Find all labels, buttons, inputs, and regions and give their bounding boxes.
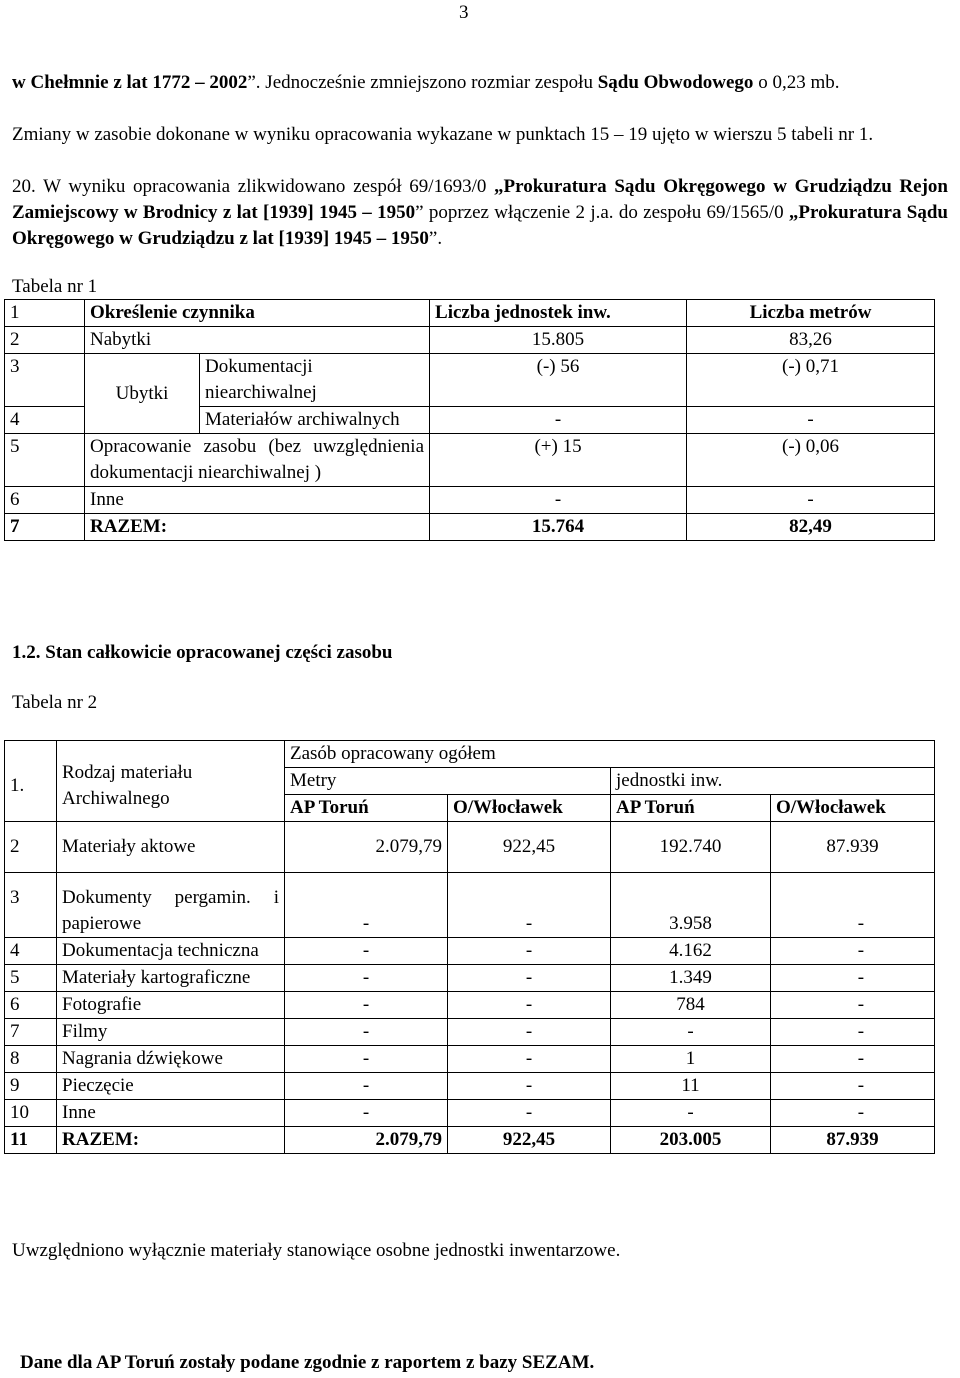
table2-cell-v3: 203.005 bbox=[611, 1127, 771, 1154]
table-row bbox=[5, 434, 935, 487]
table2-cell-v2: - bbox=[448, 1019, 611, 1046]
table2-cell-v2: 922,45 bbox=[448, 822, 611, 873]
table2-cell-no: 4 bbox=[5, 938, 57, 965]
table1-cell-label: Nabytki bbox=[85, 327, 430, 354]
table1-cell-meters: 83,26 bbox=[687, 327, 935, 354]
table2-cell-label: Dokumentacja techniczna bbox=[57, 938, 285, 965]
table1-caption: Tabela nr 1 bbox=[12, 276, 98, 297]
intro-bold-1: w Chełmnie z lat 1772 – 2002 bbox=[12, 72, 248, 93]
table1-cell-units: (-) 56 bbox=[430, 354, 687, 407]
table1-cell-units: 15.805 bbox=[430, 327, 687, 354]
table-row bbox=[5, 938, 935, 965]
table1-cell-group: Ubytki bbox=[85, 354, 200, 434]
table1-cell-units: (+) 15 bbox=[430, 434, 687, 487]
table2-header-c3: AP Toruń bbox=[611, 795, 771, 822]
intro-text-2: o 0,23 mb. bbox=[753, 72, 840, 93]
footnote: Uwzględniono wyłącznie materiały stanowiące osobne jednostki inwentarzowe. bbox=[12, 1240, 621, 1261]
table-1 bbox=[4, 299, 935, 541]
table2-cell-v2: - bbox=[448, 1100, 611, 1127]
table2-cell-label: Dokumenty pergamin. i papierowe bbox=[57, 873, 285, 938]
table2-header-c1: AP Toruń bbox=[285, 795, 448, 822]
table2-cell-v4: 87.939 bbox=[771, 1127, 935, 1154]
table-row bbox=[5, 822, 935, 873]
table2-cell-label: Inne bbox=[57, 1100, 285, 1127]
table2-cell-no: 2 bbox=[5, 822, 57, 873]
table-row bbox=[5, 1100, 935, 1127]
table2-cell-no: 5 bbox=[5, 965, 57, 992]
table2-cell-v3: 3.958 bbox=[611, 873, 771, 938]
table-row bbox=[5, 1073, 935, 1100]
table-row bbox=[5, 1046, 935, 1073]
table2-cell-v3: 11 bbox=[611, 1073, 771, 1100]
table2-cell-v2: - bbox=[448, 965, 611, 992]
intro-bold-4: „Prokuratura Sądu Okręgowego w Grudziądzu z lat [1939] 1945 – 1950 bbox=[12, 202, 948, 249]
intro-paragraph-2 bbox=[12, 122, 948, 148]
table2-header-jednostki: jednostki inw. bbox=[611, 768, 935, 795]
intro-paragraph-3 bbox=[12, 174, 948, 252]
table2-cell-label: Fotografie bbox=[57, 992, 285, 1019]
table2-cell-v4: - bbox=[771, 992, 935, 1019]
table-row bbox=[5, 354, 935, 407]
table1-cell-units: 15.764 bbox=[430, 514, 687, 541]
table1-cell-no: 3 bbox=[5, 354, 85, 407]
table2-cell-v1: 2.079,79 bbox=[285, 822, 448, 873]
table1-cell-no: 4 bbox=[5, 407, 85, 434]
table2-cell-v4: - bbox=[771, 1073, 935, 1100]
table2-cell-no: 6 bbox=[5, 992, 57, 1019]
table1-total-row bbox=[5, 514, 935, 541]
table1-cell-label: Dokumentacji niearchiwalnej bbox=[200, 354, 430, 407]
table1-cell-no: 7 bbox=[5, 514, 85, 541]
table1-cell-meters: (-) 0,71 bbox=[687, 354, 935, 407]
table2-cell-v1: - bbox=[285, 1100, 448, 1127]
table2-header-c4: O/Włocławek bbox=[771, 795, 935, 822]
table1-cell-label: Materiałów archiwalnych bbox=[200, 407, 430, 434]
table1-header-row bbox=[5, 300, 935, 327]
table1-cell-meters: - bbox=[687, 407, 935, 434]
table2-cell-v4: - bbox=[771, 938, 935, 965]
table2-cell-v3: 4.162 bbox=[611, 938, 771, 965]
table2-header-group: Zasób opracowany ogółem bbox=[285, 741, 935, 768]
table2-total-row bbox=[5, 1127, 935, 1154]
table2-cell-v4: - bbox=[771, 1046, 935, 1073]
table2-cell-label: Materiały kartograficzne bbox=[57, 965, 285, 992]
table1-cell-units: - bbox=[430, 407, 687, 434]
intro-paragraph-1 bbox=[12, 70, 948, 96]
table1-cell-meters: (-) 0,06 bbox=[687, 434, 935, 487]
table2-cell-label: Nagrania dźwiękowe bbox=[57, 1046, 285, 1073]
table2-cell-v2: - bbox=[448, 1073, 611, 1100]
table2-cell-v3: 1 bbox=[611, 1046, 771, 1073]
intro-bold-3: „Prokuratura Sądu Okręgowego w Grudziądzu Rejon Zamiejscowy w Brodnicy z lat [1939] 1945 – 1950 bbox=[12, 176, 948, 223]
table2-cell-v3: - bbox=[611, 1100, 771, 1127]
table2-cell-v4: 87.939 bbox=[771, 822, 935, 873]
intro-text-5: ” poprzez włączenie 2 j.a. do zespołu 69/1565/0 bbox=[415, 202, 789, 223]
table2-cell-no: 7 bbox=[5, 1019, 57, 1046]
table2-cell-v1: - bbox=[285, 873, 448, 938]
table-row bbox=[5, 873, 935, 938]
table2-cell-v2: - bbox=[448, 873, 611, 938]
table2-header-metry: Metry bbox=[285, 768, 611, 795]
table2-cell-v2: 922,45 bbox=[448, 1127, 611, 1154]
table2-caption: Tabela nr 2 bbox=[12, 692, 98, 713]
table2-cell-v3: 1.349 bbox=[611, 965, 771, 992]
table1-cell-meters: 82,49 bbox=[687, 514, 935, 541]
table1-cell-no: 5 bbox=[5, 434, 85, 487]
table-row bbox=[5, 992, 935, 1019]
table2-cell-v3: 784 bbox=[611, 992, 771, 1019]
table1-cell-label: Opracowanie zasobu (bez uwzględnienia dokumentacji niearchiwalnej ) bbox=[85, 434, 430, 487]
intro-text-1: ”. Jednocześnie zmniejszono rozmiar zespołu bbox=[247, 72, 598, 93]
table2-cell-v2: - bbox=[448, 938, 611, 965]
section-title: 1.2. Stan całkowicie opracowanej części zasobu bbox=[12, 642, 393, 663]
table2-cell-v1: - bbox=[285, 1073, 448, 1100]
table2-cell-v2: - bbox=[448, 1046, 611, 1073]
table2-cell-no: 11 bbox=[5, 1127, 57, 1154]
table-row bbox=[5, 1019, 935, 1046]
table2-cell-v4: - bbox=[771, 873, 935, 938]
table1-header-meters: Liczba metrów bbox=[687, 300, 935, 327]
final-note: Dane dla AP Toruń zostały podane zgodnie z raportem z bazy SEZAM. bbox=[20, 1352, 595, 1373]
table2-cell-label: RAZEM: bbox=[57, 1127, 285, 1154]
table2-cell-v1: - bbox=[285, 1046, 448, 1073]
table2-header-no: 1. bbox=[5, 741, 57, 822]
intro-text-3: Zmiany w zasobie dokonane w wyniku opracowania wykazane w punktach 15 – 19 ujęto w wierszu 5 tabeli nr 1. bbox=[12, 124, 874, 145]
table2-cell-v3: - bbox=[611, 1019, 771, 1046]
table1-cell-meters: - bbox=[687, 487, 935, 514]
table1-header-units: Liczba jednostek inw. bbox=[430, 300, 687, 327]
table1-cell-no: 2 bbox=[5, 327, 85, 354]
table1-cell-label: Inne bbox=[85, 487, 430, 514]
table2-cell-v4: - bbox=[771, 1019, 935, 1046]
table1-cell-no: 1 bbox=[5, 300, 85, 327]
table2-cell-label: Filmy bbox=[57, 1019, 285, 1046]
page-number: 3 bbox=[459, 2, 469, 23]
table-row bbox=[5, 487, 935, 514]
table-row bbox=[5, 965, 935, 992]
table2-header-c2: O/Włocławek bbox=[448, 795, 611, 822]
table2-cell-label: Pieczęcie bbox=[57, 1073, 285, 1100]
table2-cell-v1: - bbox=[285, 938, 448, 965]
table2-cell-no: 8 bbox=[5, 1046, 57, 1073]
table2-cell-v1: - bbox=[285, 1019, 448, 1046]
table2-cell-no: 9 bbox=[5, 1073, 57, 1100]
table-2 bbox=[4, 740, 935, 1154]
table2-cell-v4: - bbox=[771, 1100, 935, 1127]
table2-header-row-1 bbox=[5, 741, 935, 768]
intro-bold-2: Sądu Obwodowego bbox=[597, 72, 754, 93]
table2-cell-v2: - bbox=[448, 992, 611, 1019]
table-row bbox=[5, 327, 935, 354]
table1-cell-label: RAZEM: bbox=[85, 514, 430, 541]
table1-header-label: Określenie czynnika bbox=[85, 300, 430, 327]
table2-cell-no: 10 bbox=[5, 1100, 57, 1127]
intro-text-6: ”. bbox=[428, 228, 443, 249]
table2-cell-v1: - bbox=[285, 965, 448, 992]
table2-cell-v1: - bbox=[285, 992, 448, 1019]
intro-text-4: 20. W wyniku opracowania zlikwidowano zespół 69/1693/0 bbox=[12, 176, 495, 197]
table2-cell-v4: - bbox=[771, 965, 935, 992]
table2-cell-label: Materiały aktowe bbox=[57, 822, 285, 873]
table2-cell-v3: 192.740 bbox=[611, 822, 771, 873]
table2-header-label: Rodzaj materiału Archiwalnego bbox=[57, 741, 285, 822]
table2-cell-no: 3 bbox=[5, 873, 57, 938]
table1-cell-units: - bbox=[430, 487, 687, 514]
table2-cell-v1: 2.079,79 bbox=[285, 1127, 448, 1154]
table1-cell-no: 6 bbox=[5, 487, 85, 514]
